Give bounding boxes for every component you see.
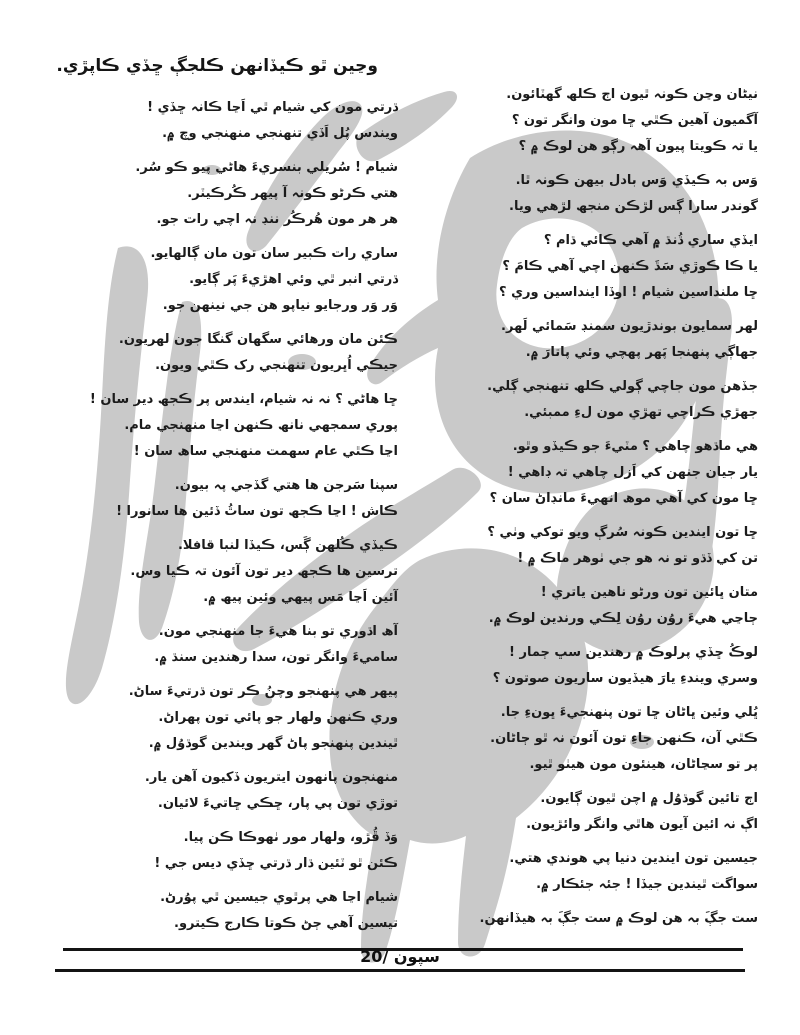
poem-line: ڇا ملنداسين شيام ! اوڏا اينداسين وري ؟ (499, 285, 758, 300)
poem-line: ڌرتي انبر ٿي وئي اھڙيءَ پَر ڳايو. (189, 272, 398, 287)
stanza (420, 168, 758, 220)
footer-page-label: سپون /20 (360, 947, 440, 966)
poem-line: جڏھن مون جاچي ڳولي ڪلھ تنھنجي ڳلي. (487, 379, 758, 394)
stanza (420, 700, 758, 778)
stanza (58, 885, 398, 937)
poem-line: ڪئن مان ورھائي سگھان گنگا جون لھريون. (118, 332, 398, 347)
poem-line: اڳ نہ ائين آيون ھاٿي وانگر وائڙيون. (526, 817, 758, 832)
stanza (58, 327, 398, 379)
poem-line: لوڪُ ڇڏي پرلوڪ ۾ رھندين سڀ ڄمار ! (509, 645, 758, 660)
poem-line: منھنجون پانھون ايتريون ڏکيون آھن يار. (144, 770, 398, 785)
poem-line: ڪيڏي ڪُلھن ڳَس، ڪيڏا لنبا قافلا. (177, 538, 398, 553)
stanza (420, 314, 758, 366)
poem-line: ڄاڃي ھيءَ روُن روُن لِڪي ورندين لوڪ ۾. (488, 611, 758, 626)
poem-line: ترسين ھا ڪجھ دير تون آئون تہ ڪيا وس. (130, 564, 398, 579)
poem-line: شيام ! سُريلي بنسريءَ ھاڻي پيو ڪو سُر. (135, 160, 398, 175)
poem-line: جيسين تون ايندين دنيا پي ھوندي ھتي. (509, 851, 758, 866)
poem-line: پوري سمجھي نانھ ڪنھن اڃا منھنجي مام. (124, 418, 398, 433)
poem-line: ايڏي ساري ڌُنڌ ۾ آھي ڪائي ڌام ؟ (543, 233, 758, 248)
poem-line: ست جڳَ بہ ھن لوڪ ۾ ست جڳَ بہ ھيڏانھن. (479, 911, 758, 926)
poem-line: ٿيندين پنھنجو پاڻ گھر ويندين گوڌوُل ۾. (148, 736, 398, 751)
stanza (58, 825, 398, 877)
poem-line: ڌرتي مون کي شيام ٿي اَڃا ڪانہ ڇڏي ! (147, 100, 398, 115)
stanza (420, 434, 758, 512)
stanza (58, 95, 398, 147)
poem-line: ساري رات ڪبير سان تون مان ڳالھايو. (150, 246, 398, 261)
poem-line: تن کي ڏڌو تو نہ ھو جي ٺوھر ماڪ ۾ ! (517, 551, 758, 566)
stanza (58, 533, 398, 611)
stanza (420, 228, 758, 306)
stanza (420, 520, 758, 572)
poem-line: جھڙي ڪراچي تھڙي مون لءِ ممبئي. (524, 405, 758, 420)
poem-line: سواگت ٿيندين جيڏا ! جئہ جئڪار ۾. (536, 877, 758, 892)
poem-line: اڄ تائين گوڌوُل ۾ اچن ٿيون ڳايون. (540, 791, 758, 806)
poem-line: وَر وَر ورجايو نياپو ھن جي نينھن جو. (162, 298, 398, 313)
stanza (58, 619, 398, 671)
stanza (420, 580, 758, 632)
stanza (58, 241, 398, 319)
stanza (420, 374, 758, 426)
poem-line: سپنا سَرجن ھا ھتي گڏجي پہ بيون. (174, 478, 398, 493)
poem-line: ڪٿي آن، ڪنھن جاءِ تون آئون نہ ٿو ڄاڻان. (490, 731, 758, 746)
poem-line: ڪئن ٿو ٽئين ڌار ڌرتي ڇڏي ديس جي ! (154, 856, 398, 871)
poem-line: پيھر ھي پنھنجو وچنُ ڪر تون ڌرتيءَ ساڻ. (128, 684, 398, 699)
poem-line: آئين اَڃا مَس پيھي وئين پيھ ۾. (203, 590, 398, 605)
right-column (420, 82, 758, 940)
poem-line: نيڻان وڃن ڪونہ ٿيون اڄ ڪلھ گھٽائون. (506, 87, 758, 102)
stanza (420, 640, 758, 692)
poem-line: لھر سمايون بوندڙيون سمنڊ سَمائي لَھر. (501, 319, 758, 334)
poem-line: شيام اڃا ھي پرٿوي جيسين ٿي پوُرڻ. (160, 890, 398, 905)
poem-line: ڪاش ! اڃا ڪجھ تون ساٿُ ڏئين ھا سانورا ! (116, 504, 398, 519)
poem-line: آھ اڌوري تو بنا ھيءَ جا منھنجي مون. (158, 624, 398, 639)
poem-line: وَڏ ڦُڙو، ولھار مور ٺھوڪا ڪن پيا. (183, 830, 398, 845)
poem-line: ساميءَ وانگر تون، سدا رھندين سنڌ ۾. (154, 650, 398, 665)
footer-rule-bottom (55, 969, 745, 972)
poem-line: يا تہ ڪويتا پيون آھہ رڳو ھن لوڪ ۾ ؟ (518, 139, 758, 154)
poem-line: وري ڪنھن ولھار جو پائي تون پھراڻ. (158, 710, 398, 725)
stanza (420, 846, 758, 898)
poem-line: ھر ھر مون ھُرڪُر ننڊ نہ اچي رات جو. (156, 212, 398, 227)
poem-line: وسري ويندءِ يارَ ھيڏيون ساريون صوتون ؟ (492, 671, 758, 686)
poem-title: وڃين ٿو ڪيڏانھن ڪلجڳ ڇڏي ڪاپڙي. (56, 56, 378, 76)
stanza (58, 473, 398, 525)
poem-line: اڃا ڪٿي عام سھمت منھنجي ساھ سان ! (133, 444, 398, 459)
poem-line: پر تو سڃاڻان، ھينئون مون ھيٺو ٿيو. (529, 757, 758, 772)
poem-line: آگميون آھين ڪٿي ڇا مون وانگر تون ؟ (511, 113, 758, 128)
left-column (58, 95, 398, 945)
stanza (58, 155, 398, 233)
poem-line: ويندس پُل اَڏي تنھنجي منھنجي وچ ۾. (162, 126, 398, 141)
poem-line: ھي ماڌھو چاھي ؟ مٽيءَ جو ڪيڏو وٿو. (512, 439, 758, 454)
poem-line: جھاڳي پنھنجا پَھر پھچي وئي پاتارَ ۾. (525, 345, 758, 360)
poem-line: تيسين آھي ڄڻ ڪوتا ڪارج ڪيترو. (174, 916, 398, 931)
stanza (420, 906, 758, 932)
poem-line: وَس بہ ڪيڏي وَس بادل بيھن ڪونہ ٿا. (515, 173, 758, 188)
poem-line: يا ڪا ڪوڙي سَڌَ ڪنھن اچي آھي ڪامَ ؟ (502, 259, 758, 274)
stanza (420, 82, 758, 160)
poem-line: يار جيان جنھن کي اَزل چاھي تہ ڊاھي ! (507, 465, 758, 480)
poem-line: گوندر سارا ڳس لڙڪن منجھ لڙھي ويا. (509, 199, 758, 214)
poem-line: ھتي ڪرڻو ڪونہ آ پيھر ڪُرڪيٽر. (187, 186, 398, 201)
poem-line: ڇا تون ايندين ڪونہ سُرڳ ويو توکي وٺي ؟ (487, 525, 758, 540)
poem-line: ڇا مون کي آھي موھ انھيءَ مانڊاڻ سان ؟ (489, 491, 758, 506)
poem-line: ڀُلي وئين ڀاڻان ڇا تون پنھنجيءَ ڀونءِ جا. (500, 705, 758, 720)
stanza (58, 387, 398, 465)
stanza (58, 765, 398, 817)
stanza (420, 786, 758, 838)
poem-line: جيڪي اُڀريون تنھنجي رک ڪٿي ويون. (155, 358, 398, 373)
stanza (58, 679, 398, 757)
poem-line: ڇا ھاڻي ؟ نہ نہ شيام، ايندس پر ڪجھ دير سان ! (89, 392, 398, 407)
poem-line: متان ڀائين تون ورڻو ناھين ياتري ! (540, 585, 758, 600)
poem-line: توڙي تون پي پار، ڇڪي ڇاتيءَ لائيان. (157, 796, 398, 811)
